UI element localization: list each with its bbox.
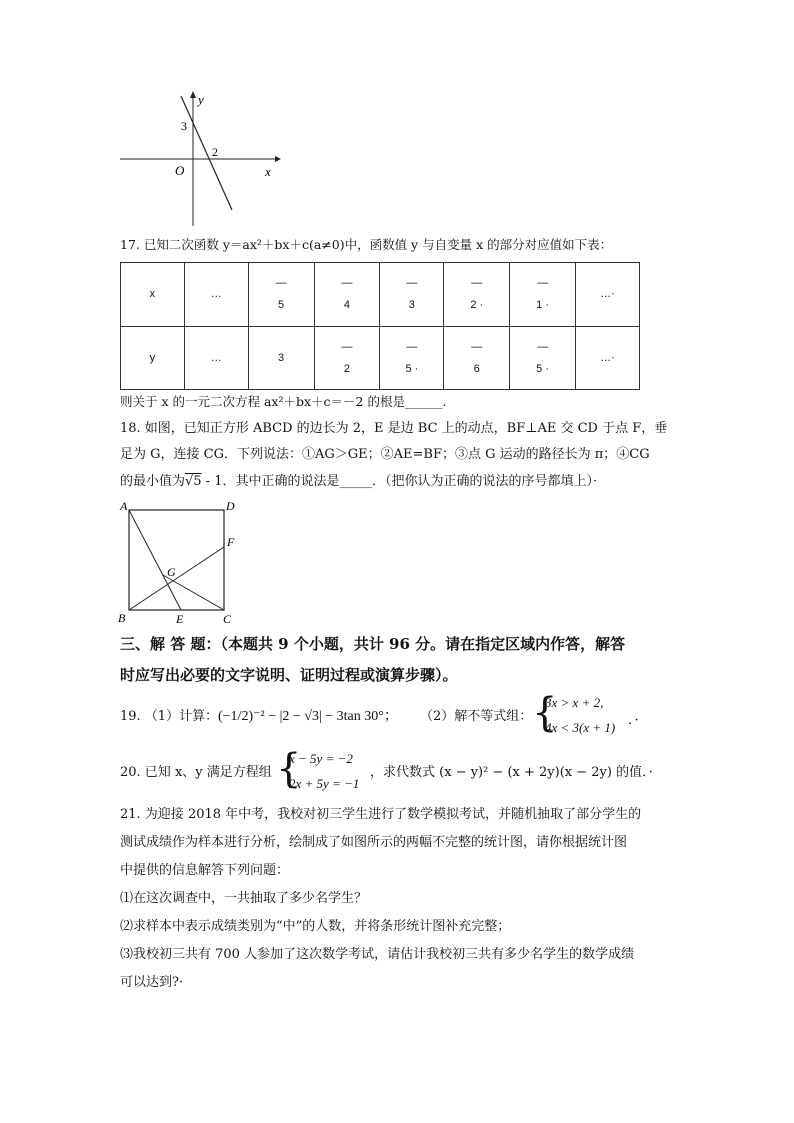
brace-19: { bbox=[532, 690, 558, 736]
brace-20: { bbox=[276, 746, 302, 792]
section3-heading-line1: 三、解 答 题：（本题共 9 个小题，共计 96 分。请在指定区域内作答，解答 bbox=[120, 635, 626, 653]
q20-equation-2: 2x + 5y = −1 bbox=[289, 776, 360, 791]
label-d: D bbox=[226, 499, 235, 513]
table-cell: — 3 bbox=[380, 263, 444, 327]
table-cell: — 5 bbox=[248, 263, 314, 327]
table-cell: …· bbox=[576, 263, 640, 327]
q19-part1: 19. （1）计算： bbox=[120, 709, 219, 724]
label-f: F bbox=[227, 535, 235, 549]
q20-equation-1: x − 5y = −2 bbox=[289, 751, 353, 766]
square-abcd-figure bbox=[115, 498, 255, 630]
q18-line2: 足为 G，连接 CG．下列说法：①AG＞GE；②AE=BF；③点 G 运动的路径长为 π；④CG bbox=[120, 447, 650, 462]
square-abcd bbox=[129, 510, 224, 610]
label-b: B bbox=[118, 611, 126, 625]
x-axis bbox=[120, 156, 281, 162]
table-cell: …· bbox=[576, 326, 640, 390]
table-cell: — 1 · bbox=[510, 263, 576, 327]
y-intercept-label: 3 bbox=[181, 119, 187, 133]
q19-inequality-2: 4x < 3(x + 1) bbox=[545, 720, 616, 735]
row-header-y: y bbox=[121, 326, 185, 390]
sqrt5: √5 bbox=[185, 474, 202, 489]
q19-part2: （2）解不等式组： bbox=[420, 709, 533, 724]
q19-end: ．· bbox=[628, 713, 639, 728]
section3-heading-line2: 时应写出必要的文字说明、证明过程或演算步骤）。 bbox=[120, 666, 458, 684]
table-row bbox=[121, 326, 640, 390]
label-e: E bbox=[176, 612, 184, 626]
q21-sub2: ⑵求样本中表示成绩类别为“中”的人数，并将条形统计图补充完整； bbox=[120, 919, 511, 934]
table-cell: 3 bbox=[248, 326, 314, 390]
q21-sub3b: 可以达到?· bbox=[120, 975, 184, 990]
table-cell: — 5 · bbox=[380, 326, 444, 390]
table-cell: … bbox=[184, 263, 248, 327]
table-row bbox=[121, 263, 640, 327]
x-axis-label: x bbox=[265, 164, 271, 179]
q21-line2: 测试成绩作为样本进行分析，绘制成了如图所示的两幅不完整的统计图，请你根据统计图 bbox=[120, 835, 628, 850]
q20-tail: ，求代数式 (x − y)² − (x + 2y)(x − 2y) 的值．· bbox=[370, 765, 653, 780]
x-intercept-label: 2 bbox=[212, 145, 218, 159]
q20-lead: 20. 已知 x、y 满足方程组 bbox=[120, 765, 272, 780]
q21-sub3a: ⑶我校初三共有 700 人参加了这次数学考试，请估计我校初三共有多少名学生的数学成绩 bbox=[120, 947, 635, 962]
table-cell: … bbox=[184, 326, 248, 390]
q17-value-table bbox=[120, 262, 640, 390]
q19-inequality-1: 3x > x + 2, bbox=[545, 695, 604, 710]
q17-stem: 17. 已知二次函数 y＝ax²＋bx＋c(a≠0)中，函数值 y 与自变量 x 的部分对应值如下表： bbox=[120, 237, 613, 252]
q18-line1: 18. 如图，已知正方形 ABCD 的边长为 2，E 是边 BC 上的动点，BF⊥AE 交 CD 于点 F，垂 bbox=[120, 421, 668, 436]
q21-line3: 中提供的信息解答下列问题： bbox=[120, 863, 290, 878]
line-graph-figure bbox=[115, 88, 285, 230]
q18-line3 bbox=[120, 473, 597, 491]
table-cell: — 2 bbox=[314, 326, 380, 390]
table-cell: — 2 · bbox=[444, 263, 510, 327]
table-cell: — 4 bbox=[314, 263, 380, 327]
q18-line3-a: 的最小值为 bbox=[120, 474, 186, 489]
label-a: A bbox=[120, 499, 128, 513]
segment-ae bbox=[129, 510, 181, 610]
label-c: C bbox=[223, 612, 232, 626]
table-cell: — 5 · bbox=[510, 326, 576, 390]
q19-expression: (−1/2)⁻² − |2 − √3| − 3tan 30°； bbox=[218, 709, 398, 724]
table-cell: — 6 bbox=[444, 326, 510, 390]
origin-label: O bbox=[175, 163, 185, 178]
q17-tail: 则关于 x 的一元二次方程 ax²＋bx＋c＝－2 的根是______. bbox=[120, 394, 447, 409]
q21-line1: 21. 为迎接 2018 年中考，我校对初三学生进行了数学模拟考试，并随机抽取了部分学生的 bbox=[120, 807, 642, 822]
y-axis-label: y bbox=[198, 92, 204, 107]
q18-line3-b: - 1．其中正确的说法是_____．（把你认为正确的说法的序号都填上）· bbox=[201, 474, 598, 489]
q21-sub1: ⑴在这次调查中，一共抽取了多少名学生？ bbox=[120, 891, 368, 906]
linear-function-line bbox=[181, 96, 232, 210]
label-g: G bbox=[167, 565, 176, 579]
row-header-x: x bbox=[121, 263, 185, 327]
